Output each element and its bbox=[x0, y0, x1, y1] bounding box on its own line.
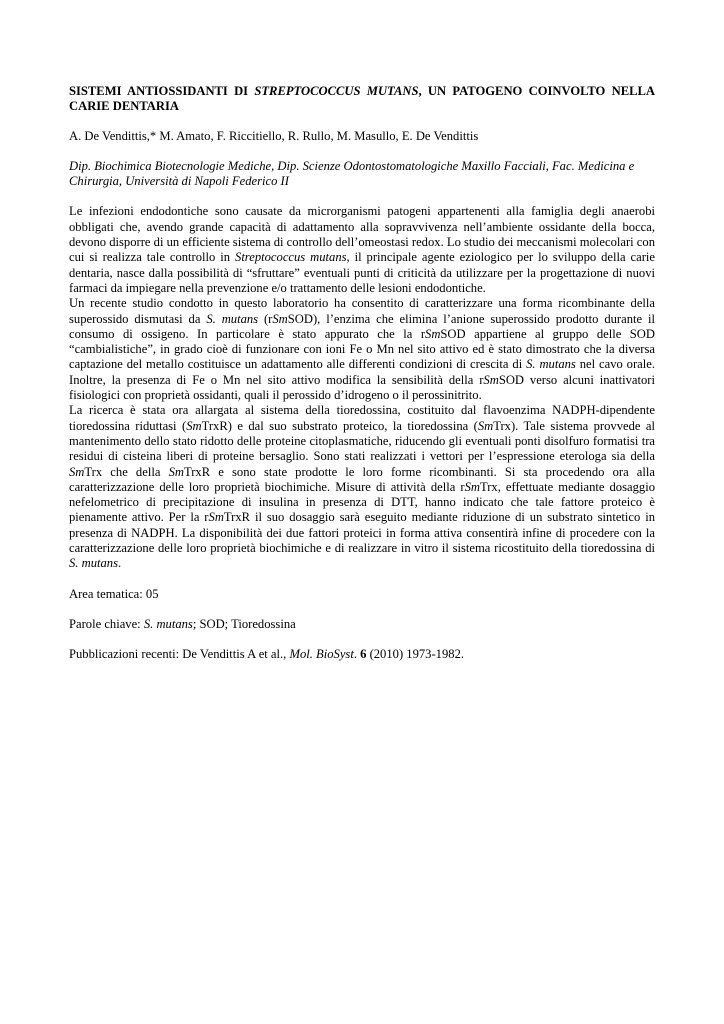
journal-name: Mol. BioSyst bbox=[289, 647, 354, 662]
text-span: TrxR) e dal suo substrato proteico, la tioredossina ( bbox=[201, 418, 478, 433]
text-span: . bbox=[117, 556, 122, 571]
authors-line: A. De Vendittis,* M. Amato, F. Riccitiello, R. Rullo, M. Masullo, E. De Vendittis bbox=[69, 128, 479, 143]
text-span: . bbox=[353, 647, 361, 662]
text-span: Trx che della bbox=[84, 464, 169, 479]
text-span: nel cavo orale. Inoltre, la presenza di Fe o Mn nel sito attivo modifica la sensibilità della r bbox=[69, 357, 656, 387]
paragraph-1 bbox=[69, 204, 655, 296]
species-name: Streptococcus mutans bbox=[235, 250, 347, 265]
publication-details: (2010) 1973-1982. bbox=[366, 647, 465, 662]
species-name: S. mutans bbox=[206, 311, 259, 326]
text-span: La ricerca è stata ora allargata al sistema della tioredossina, costituito dal flavoenzima NADPH-dipendente tioredossina riduttasi ( bbox=[69, 403, 655, 433]
paragraph-2 bbox=[69, 296, 655, 403]
sm-abbrev: Sm bbox=[464, 479, 480, 494]
text-span: SOD appartiene al gruppo delle SOD “cambialistiche”, in grado cioè di funzionare con ioni Fe o Mn nel sito attivo ed è stato dimostrato che la diversa captazione del metallo costituisce un adattamento alle differenti condizioni di crescita di bbox=[69, 326, 655, 372]
title-text: SISTEMI ANTIOSSIDANTI DI bbox=[69, 84, 255, 98]
sm-abbrev: Sm bbox=[168, 464, 184, 479]
sm-abbrev: Sm bbox=[483, 372, 499, 387]
paragraph-3 bbox=[69, 403, 655, 571]
text-span: Trx, effettuate mediante dosaggio nefelometrico di precipitazione di insulina in presenza di DTT, hanno indicato che tale fattore proteico è pienamente attivo. Per la r bbox=[69, 479, 655, 525]
sm-abbrev: Sm bbox=[208, 510, 224, 525]
text-span: Un recente studio condotto in questo laboratorio ha consentito di caratterizzare una forma ricombinante della superossido dismutasi da bbox=[69, 296, 655, 326]
text-span: TrxR il suo dosaggio sarà eseguito mediante riduzione di un substrato sintetico in presenza di NADPH. La disponibilità dei due fattori proteici in forma attiva consentirà infine di procedere con la caratterizzazione delle loro proprietà biochimiche e di realizzare in vitro il sistema ricostituito della tioredossina di bbox=[69, 510, 655, 556]
species-name: S. mutans bbox=[69, 556, 118, 571]
sm-abbrev: Sm bbox=[272, 311, 288, 326]
publications-label: Pubblicazioni recenti: De Vendittis A et al., bbox=[69, 647, 290, 662]
text-span: Le infezioni endodontiche sono causate da microrganismi patogeni appartenenti alla famiglia degli anaerobi obbligati che, avendo grande capacità di adattamento alla sopravvivenza nell’ambiente ossidante della bocca, devono disporre di un efficiente sistema di controllo dell’omeostasi redox. Lo studio dei meccanismi molecolari con cui si realizza tale controllo in bbox=[69, 204, 655, 265]
keywords-line bbox=[69, 617, 655, 632]
sm-abbrev: Sm bbox=[425, 326, 441, 341]
text-span: SOD verso alcuni inattivatori fisiologici con proprietà ossidanti, quali il perossido d’idrogeno o il perossinitrito. bbox=[69, 372, 655, 403]
sm-abbrev: Sm bbox=[186, 418, 202, 433]
journal-volume: 6 bbox=[360, 647, 367, 662]
sm-abbrev: Sm bbox=[477, 418, 494, 433]
keyword-species: S. mutans bbox=[143, 616, 193, 631]
keywords-rest: ; SOD; Tioredossina bbox=[192, 616, 296, 631]
text-span: , il principale agente eziologico per lo sviluppo della carie dentaria, nasce dalla possibilità di “sfruttare” eventuali punti di criticità da utilizzare per la progettazione di nuovi farmaci da impiegare nella prevenzione e/o trattamento delle lesioni endodontiche. bbox=[69, 250, 656, 295]
text-span: Trx). Tale sistema provvede al mantenimento dello stato ridotto delle proteine citoplasmatiche, riducendo gli eventuali ponti disolfuro formatisi tra residui di cisteina liberi di proteine bersaglio. Sono stati realizzati i vettori per l’espressione eterologa sia della bbox=[69, 418, 655, 464]
text-span: TrxR e sono state prodotte le loro forme ricombinanti. Si sta procedendo ora alla caratterizzazione delle loro proprietà biochimiche. Misure di attività della r bbox=[69, 464, 655, 494]
text-span: SOD), l’enzima che elimina l’anione superossido prodotto durante il consumo di ossigeno. In particolare è stato appurato che la r bbox=[69, 311, 655, 341]
sm-abbrev: Sm bbox=[69, 464, 85, 479]
publications-line bbox=[69, 647, 655, 662]
title-text-end: , UN PATOGENO COINVOLTO NELLA CARIE DENTARIA bbox=[69, 84, 655, 114]
affiliation: Dip. Biochimica Biotecnologie Mediche, Dip. Scienze Odontostomatologiche Maxillo Facciali, Fac. Medicina e Chirurgia, Università di Napoli Federico II bbox=[69, 158, 635, 189]
text-span: (r bbox=[258, 311, 273, 326]
species-name: S. mutans bbox=[526, 357, 576, 372]
title-species: STREPTOCOCCUS MUTANS bbox=[254, 84, 419, 98]
area-tematica: Area tematica: 05 bbox=[69, 586, 159, 601]
document-content bbox=[69, 84, 655, 663]
keywords-label: Parole chiave: bbox=[69, 616, 144, 631]
abstract-body bbox=[69, 204, 655, 571]
document-title bbox=[69, 84, 655, 115]
